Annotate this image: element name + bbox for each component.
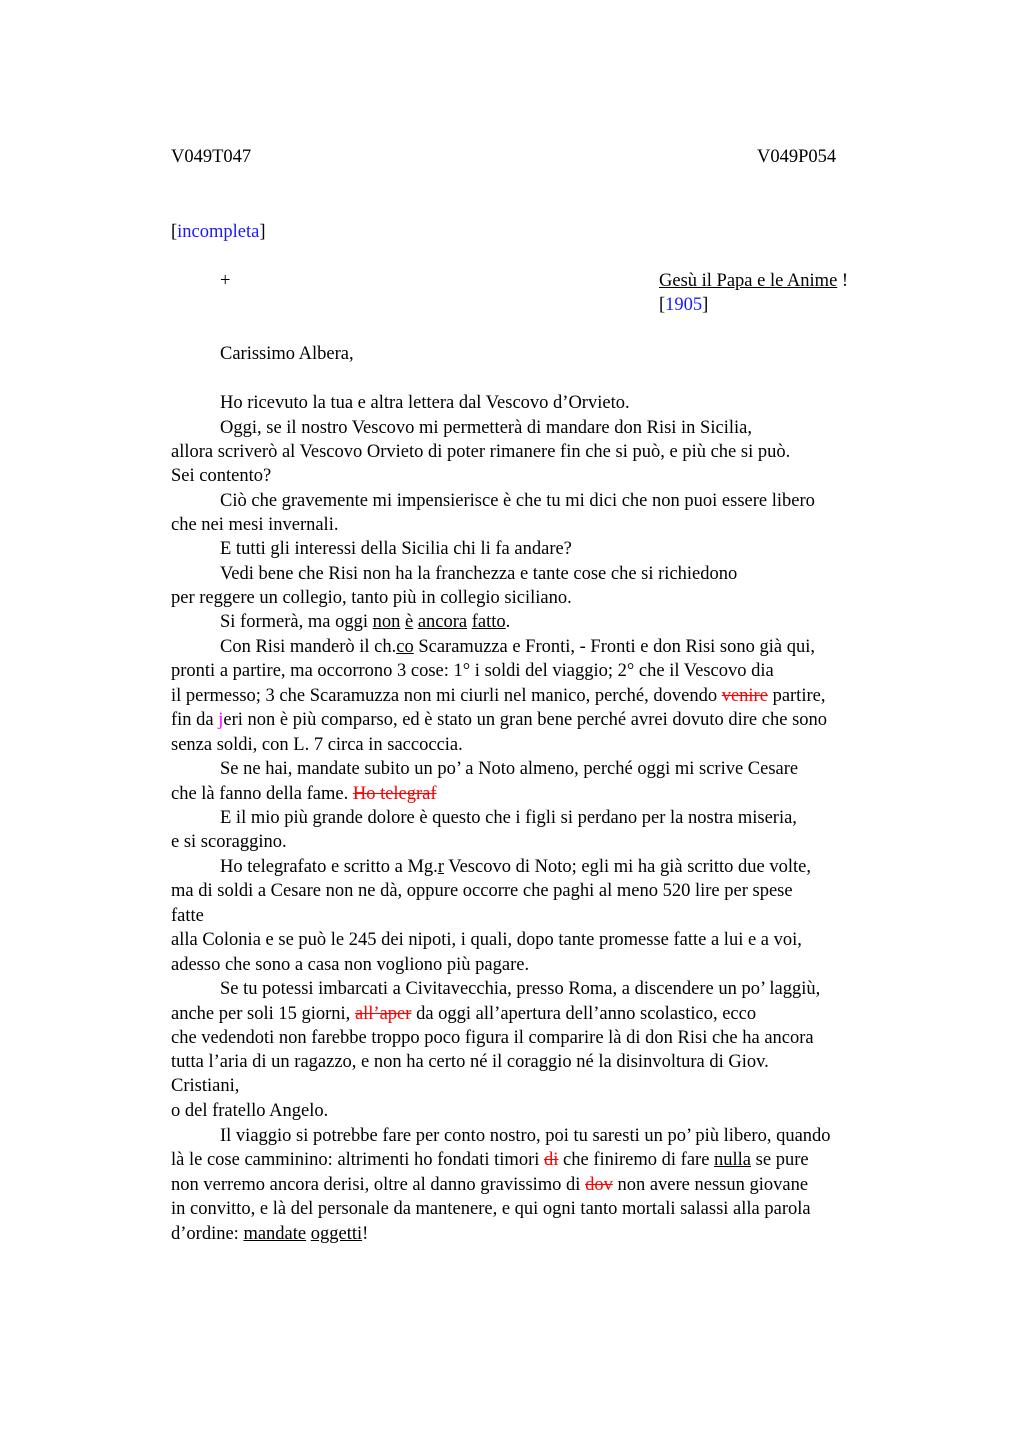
text-line: E tutti gli interessi della Sicilia chi li fa andare? (220, 539, 572, 559)
text-line: allora scriverò al Vescovo Orvieto di poter rimanere fin che si può, e più che si può. (171, 442, 791, 462)
text-line: in convitto, e là del personale da mantenere, e qui ogni tanto mortali salassi alla parola (171, 1199, 811, 1219)
salutation: Carissimo Albera, (220, 344, 354, 364)
date-note: [1905] (659, 295, 709, 315)
status-label: incompleta (177, 222, 260, 242)
text-line: Oggi, se il nostro Vescovo mi permetterà di mandare don Risi in Sicilia, (220, 418, 752, 438)
text-line: tutta l’aria di un ragazzo, e non ha certo né il coraggio né la disinvoltura di Giov. (171, 1052, 769, 1072)
document-code-left: V049T047 (171, 147, 252, 167)
text-line: il permesso; 3 che Scaramuzza non mi ciurli nel manico, perché, dovendo venire partire, (171, 686, 826, 706)
text-line: Si formerà, ma oggi non è ancora fatto. (220, 612, 511, 632)
document-code-right: V049P054 (757, 147, 837, 167)
text-line: Ciò che gravemente mi impensierisce è che tu mi dici che non puoi essere libero (220, 491, 815, 511)
text-line: E il mio più grande dolore è questo che i figli si perdano per la nostra miseria, (220, 808, 797, 828)
text-line: Cristiani, (171, 1076, 240, 1096)
text-line: Ho telegrafato e scritto a Mg.r Vescovo di Noto; egli mi ha già scritto due volte, (220, 857, 812, 877)
deleted-text: all’aper (354, 1004, 412, 1024)
deleted-text: di (544, 1150, 559, 1170)
text-line: per reggere un collegio, tanto più in collegio siciliano. (171, 588, 572, 608)
text-line: là le cose camminino: altrimenti ho fondati timori di che finiremo di fare nulla se pure (171, 1150, 809, 1170)
text-line: Sei contento? (171, 466, 272, 486)
text-line: Vedi bene che Risi non ha la franchezza e tante cose che si richiedono (220, 564, 738, 584)
text-line: fin da jeri non è più comparso, ed è stato un gran bene perché avrei dovuto dire che sono (171, 710, 828, 730)
deleted-text: Ho telegraf (352, 784, 437, 804)
text-line: non verremo ancora derisi, oltre al danno gravissimo di dov non avere nessun giovane (171, 1175, 809, 1195)
corrected-letter: j (218, 710, 224, 730)
cross-symbol: + (220, 271, 231, 291)
text-line: ma di soldi a Cesare non ne dà, oppure occorre che paghi al meno 520 lire per spese (171, 881, 793, 901)
text-line: fatte (171, 906, 204, 926)
text-line: senza soldi, con L. 7 circa in saccoccia. (171, 735, 463, 755)
text-line: Se ne hai, mandate subito un po’ a Noto almeno, perché oggi mi scrive Cesare (220, 759, 799, 779)
text-line: Ho ricevuto la tua e altra lettera dal Vescovo d’Orvieto. (220, 393, 630, 413)
text-line: Il viaggio si potrebbe fare per conto nostro, poi tu saresti un po’ più libero, quando (220, 1126, 831, 1146)
text-line: che vedendoti non farebbe troppo poco figura il comparire là di don Risi che ha ancora (171, 1028, 814, 1048)
deleted-text: venire (721, 686, 768, 706)
text-line: che là fanno della fame. Ho telegraf (171, 784, 437, 804)
status-note: [incompleta] (171, 222, 266, 242)
text-line: che nei mesi invernali. (171, 515, 339, 535)
date-year: 1905 (665, 295, 703, 315)
text-line: anche per soli 15 giorni, all’aper da oggi all’apertura dell’anno scolastico, ecco (171, 1004, 757, 1024)
text-line: alla Colonia e se può le 245 dei nipoti, i quali, dopo tante promesse fatte a lui e a voi, (171, 930, 802, 950)
deleted-text: dov (585, 1175, 613, 1195)
text-line: e si scoraggino. (171, 832, 287, 852)
text-line: o del fratello Angelo. (171, 1101, 329, 1121)
text-line: adesso che sono a casa non vogliono più pagare. (171, 955, 530, 975)
text-line: pronti a partire, ma occorrono 3 cose: 1° i soldi del viaggio; 2° che il Vescovo dia (171, 661, 774, 681)
text-line: Con Risi manderò il ch.co Scaramuzza e Fronti, - Fronti e don Risi sono già qui, (220, 637, 816, 657)
text-line: Se tu potessi imbarcati a Civitavecchia, presso Roma, a discendere un po’ laggiù, (220, 979, 821, 999)
text-line: d’ordine: mandate oggetti! (171, 1224, 369, 1244)
motto: Gesù il Papa e le Anime ! (659, 271, 849, 291)
